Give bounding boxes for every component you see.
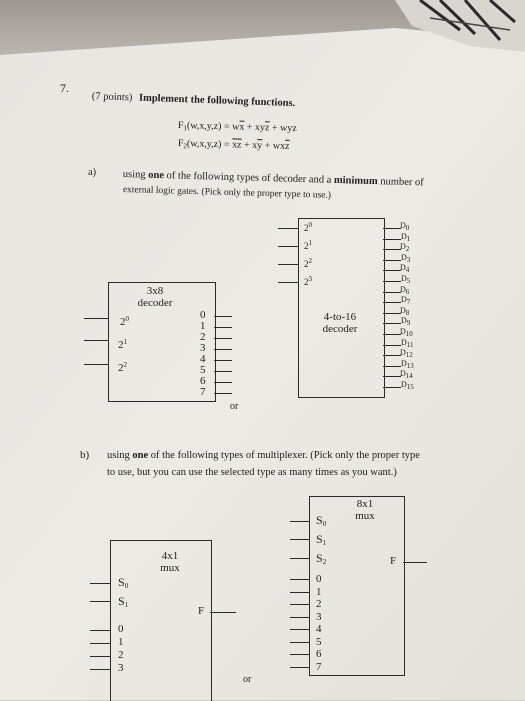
decoder-4to16-input-1: $2^1$: [304, 239, 312, 251]
decoder-4to16-output-wire: [383, 260, 401, 261]
decoder-4to16-output-wire: [383, 313, 401, 314]
decoder-3x8-output-3: 3: [200, 342, 206, 354]
mux-8x1-select-1: $S_1$: [316, 532, 327, 547]
decoder-3x8-title: 3x8 decoder: [137, 285, 173, 309]
decoder-4to16-title: 4-to-16 decoder: [322, 311, 358, 335]
decoder-4to16-output-14: D14: [400, 369, 413, 381]
part-a-line1: using one of the following types of decoder and a minimum number of: [122, 169, 424, 189]
mux-4x1-title: 4x1 mux: [160, 550, 180, 574]
decoder-3x8-output-2: 2: [200, 331, 206, 343]
decoder-3x8-input-2: $2^2$: [118, 361, 127, 374]
decoder-4to16-output-2: D2: [400, 242, 410, 254]
decoder-4to16-output-5: D5: [401, 274, 411, 285]
decoder-4to16-output-wire: [383, 281, 401, 282]
question-points: (7 points): [91, 91, 133, 104]
decoder-4to16-output-3: D3: [401, 252, 411, 264]
decoder-4to16-output-1: D1: [401, 231, 411, 243]
question-prompt-text: Implement the following functions.: [138, 92, 296, 110]
part-b-label: b): [80, 449, 90, 461]
decoder-4to16-input-3: $2^3$: [304, 275, 312, 287]
decoder-4to16-output-wire: [383, 249, 401, 250]
mux-8x1-select-0: $S_0$: [316, 513, 327, 528]
mux-4x1-input-0: 0: [118, 623, 124, 635]
decoder-4to16-output-wire: [383, 387, 401, 388]
mux-8x1-select-2: $S_2$: [316, 551, 327, 566]
decoder-4to16-output-8: D8: [400, 305, 410, 317]
mux-8x1-input-4: 4: [316, 623, 322, 635]
mux-8x1-input-5: 5: [316, 635, 322, 648]
mux-4x1-input-3: 3: [118, 662, 124, 674]
mux-8x1-input-wire: [290, 604, 309, 605]
part-b-line2: to use, but you can use the selected type as many times as you want.): [107, 467, 397, 478]
function-f1: $F_1(w,x,y,z) = w\overline{x} + xy\overline{z}$ + wyz: [177, 120, 297, 135]
part-a-line2: external logic gates. (Pick only the proper type to use.): [122, 185, 332, 201]
mux-4x1-select-0: $S_0$: [118, 575, 129, 590]
mux-8x1-input-0: 0: [316, 573, 322, 585]
mux-8x1-input-wire: [290, 579, 309, 580]
decoder-4to16-output-wire: [383, 376, 401, 377]
decoder-4to16-output-13: D13: [401, 358, 414, 370]
mux-8x1-input-wire: [290, 629, 309, 630]
or-label-mux: or: [243, 674, 252, 685]
decoder-4to16-output-wire: [383, 345, 401, 346]
decoder-3x8-output-5: 5: [200, 364, 206, 376]
decoder-3x8-output-0: 0: [200, 309, 206, 321]
decoder-3x8-input-0: $2^0$: [120, 315, 129, 328]
decoder-4to16-output-wire: [383, 270, 401, 271]
decoder-4to16-output-wire: [383, 355, 401, 356]
decoder-4to16-output-wire: [383, 302, 401, 303]
mux-4x1-select-1: $S_1$: [118, 594, 129, 609]
decoder-4to16-input-2: $2^2$: [304, 257, 312, 269]
mux-8x1-input-2: 2: [316, 598, 322, 610]
decoder-3x8-output-7: 7: [200, 386, 206, 398]
decoder-4to16-output-wire: [383, 228, 401, 229]
decoder-4to16-output-wire: [383, 292, 401, 293]
mux-8x1-title: 8x1 mux: [355, 498, 375, 522]
decoder-4to16-output-15: D15: [401, 380, 414, 391]
part-b-line1: using one of the following types of multiplexer. (Pick only the proper type: [107, 450, 420, 461]
decoder-4to16-output-wire: [383, 366, 401, 367]
decoder-4to16-output-wire: [383, 323, 401, 324]
mux-4x1-output: F: [198, 605, 205, 617]
decoder-4to16-output-9: D9: [401, 316, 411, 328]
mux-8x1-input-wire: [290, 667, 309, 668]
mux-4x1-input-1: 1: [118, 636, 124, 648]
decoder-4to16-output-0: D0: [400, 221, 410, 232]
decoder-4to16-output-wire: [383, 334, 401, 335]
decoder-3x8-output-1: 1: [200, 320, 206, 332]
decoder-4to16-output-7: D7: [401, 295, 411, 307]
decoder-4to16-input-0: $2^0$: [304, 221, 312, 233]
mux-8x1-input-wire: [290, 642, 309, 643]
mux-8x1-input-3: 3: [316, 610, 322, 623]
question-number: 7.: [60, 81, 69, 95]
decoder-4to16-output-12: D12: [400, 348, 413, 360]
decoder-3x8-output-4: 4: [200, 353, 206, 365]
decoder-3x8-output-6: 6: [200, 375, 206, 387]
mux-8x1-input-wire: [290, 654, 309, 655]
decoder-4to16-output-6: D6: [400, 284, 410, 296]
mux-8x1-input-wire: [290, 592, 309, 593]
or-label-decoders: or: [230, 401, 239, 412]
mux-8x1-output: F: [390, 555, 397, 567]
decoder-4to16-output-10: D10: [400, 327, 413, 338]
mux-8x1-input-1: 1: [316, 585, 322, 598]
function-f2: $F_2(w,x,y,z) = \overline{xz} + x\overline{y} + wx\overline{z}$: [177, 138, 290, 152]
mux-4x1-input-2: 2: [118, 649, 124, 661]
part-a-label: a): [88, 167, 97, 178]
decoder-4to16-output-wire: [383, 239, 401, 240]
decoder-4to16-output-4: D4: [400, 263, 410, 275]
mux-8x1-input-7: 7: [316, 660, 322, 673]
mux-8x1-input-6: 6: [316, 648, 322, 660]
decoder-3x8-input-1: $2^1$: [118, 338, 127, 351]
mux-8x1-input-wire: [290, 617, 309, 618]
decoder-4to16-output-11: D11: [401, 337, 414, 349]
